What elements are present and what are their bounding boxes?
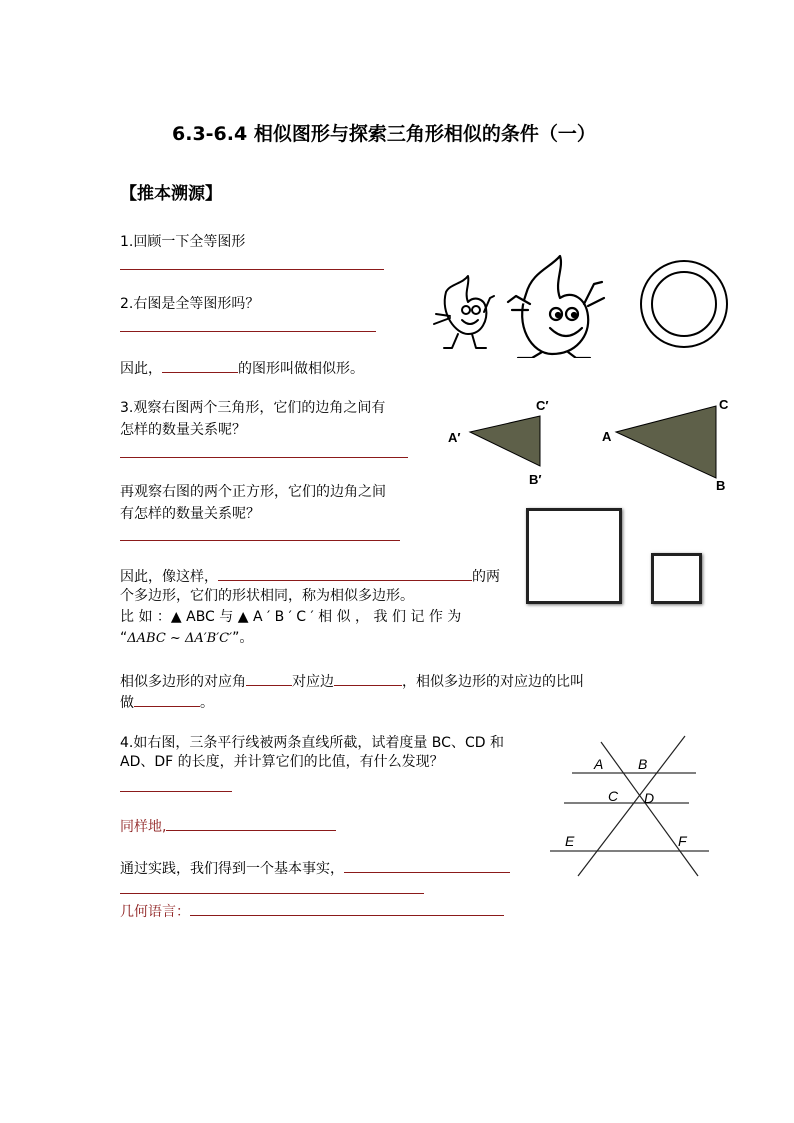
transversal-1: [601, 742, 698, 876]
q4-answer-line[interactable]: [120, 791, 232, 792]
q3-thus-before: 因此，像这样，: [120, 569, 218, 585]
q4-similarly: [120, 815, 336, 837]
label-a: A: [602, 429, 612, 444]
corr-d: 做: [120, 695, 134, 711]
q4-line1: 4.如右图，三条平行线被两条直线所截，试着度量 BC、CD 和: [120, 735, 504, 751]
q2-therefore-blank[interactable]: [162, 357, 238, 373]
q3-example-close: ”。: [232, 630, 254, 646]
page-title: 6.3-6.4 相似图形与探索三角形相似的条件（一）: [172, 123, 596, 145]
q3-thus-after: 的两: [472, 569, 500, 585]
q4-similarly-label: 同样地,: [120, 819, 167, 835]
q3-correspondence-line1: [120, 670, 584, 692]
large-square: [526, 508, 622, 604]
section-heading: 【推本溯源】: [120, 184, 222, 204]
label-e-point: E: [565, 833, 575, 849]
corr-b: 对应边: [292, 674, 334, 690]
q2-answer-line[interactable]: [120, 331, 376, 332]
q4-similarly-blank[interactable]: [166, 815, 336, 831]
small-square: [651, 553, 702, 604]
corr-angle-blank[interactable]: [246, 670, 292, 686]
q3-line2: 怎样的数量关系呢？: [120, 422, 246, 438]
q4-geometry: [120, 900, 504, 922]
q4-practice-line2[interactable]: [120, 893, 424, 894]
q3-correspondence-line2: [120, 691, 214, 713]
q4-practice: [120, 857, 510, 879]
corr-side-blank[interactable]: [334, 670, 402, 686]
corr-ratio-blank[interactable]: [134, 691, 200, 707]
small-cartoon-figure: [434, 276, 494, 348]
q3-square-line2: 有怎样的数量关系呢？: [120, 506, 260, 522]
q3-example-line1: 比 如 ：▲ ABC 与 ▲ A ′ B ′ C ′ 相 似 ， 我 们 记 作 为: [120, 609, 462, 625]
parallel-lines-figure: [546, 732, 716, 880]
q1-text: 1.回顾一下全等图形: [120, 234, 246, 250]
q3-line1: 3.观察右图两个三角形，它们的边角之间有: [120, 400, 386, 416]
label-a-prime: A′: [448, 430, 461, 445]
ring-outer: [641, 261, 727, 347]
large-triangle: [616, 406, 716, 478]
q4-geometry-blank[interactable]: [190, 900, 504, 916]
q2-text: 2.右图是全等图形吗？: [120, 296, 260, 312]
label-c-prime: C′: [536, 398, 549, 413]
label-f-point: F: [678, 833, 687, 849]
label-b-prime: B′: [529, 472, 542, 487]
q3-thus-sentence: [120, 565, 500, 587]
corr-a: 相似多边形的对应角: [120, 674, 246, 690]
q2-therefore-sentence: [120, 357, 364, 379]
corr-e: 。: [200, 695, 214, 711]
q3-example-open: “: [120, 630, 128, 646]
large-cartoon-figure: [508, 256, 604, 358]
q4-practice-label: 通过实践，我们得到一个基本事实，: [120, 861, 344, 877]
label-b-point: B: [638, 756, 648, 772]
label-c: C: [719, 397, 729, 412]
q4-practice-blank[interactable]: [344, 857, 510, 873]
q1-answer-line[interactable]: [120, 269, 384, 270]
label-b: B: [716, 478, 726, 493]
q3-square-line1: 再观察右图的两个正方形，它们的边角之间: [120, 484, 386, 500]
congruent-figures: [428, 254, 728, 358]
q3-square-answer-line[interactable]: [120, 540, 400, 541]
label-d-point: D: [644, 790, 655, 806]
q4-geometry-label: 几何语言：: [120, 904, 190, 920]
q3-example-math: ΔABC ~ ΔA′B′C′: [127, 631, 233, 646]
ring-inner: [652, 272, 716, 336]
q3-example-line2: [120, 628, 253, 649]
q4-line2: AD、DF 的长度，并计算它们的比值，有什么发现？: [120, 754, 444, 770]
q3-thus-line2: 个多边形，它们的形状相同，称为相似多边形。: [120, 588, 414, 604]
small-triangle: [470, 416, 540, 466]
q3-answer-line[interactable]: [120, 457, 408, 458]
q3-thus-blank[interactable]: [218, 565, 472, 581]
q2-therefore-before: 因此，: [120, 361, 162, 377]
label-c-point: C: [608, 788, 619, 804]
corr-c: ，相似多边形的对应边的比叫: [402, 674, 584, 690]
label-a-point: A: [594, 756, 604, 772]
similar-triangles-figure: [444, 394, 744, 494]
q2-therefore-after: 的图形叫做相似形。: [238, 361, 364, 377]
